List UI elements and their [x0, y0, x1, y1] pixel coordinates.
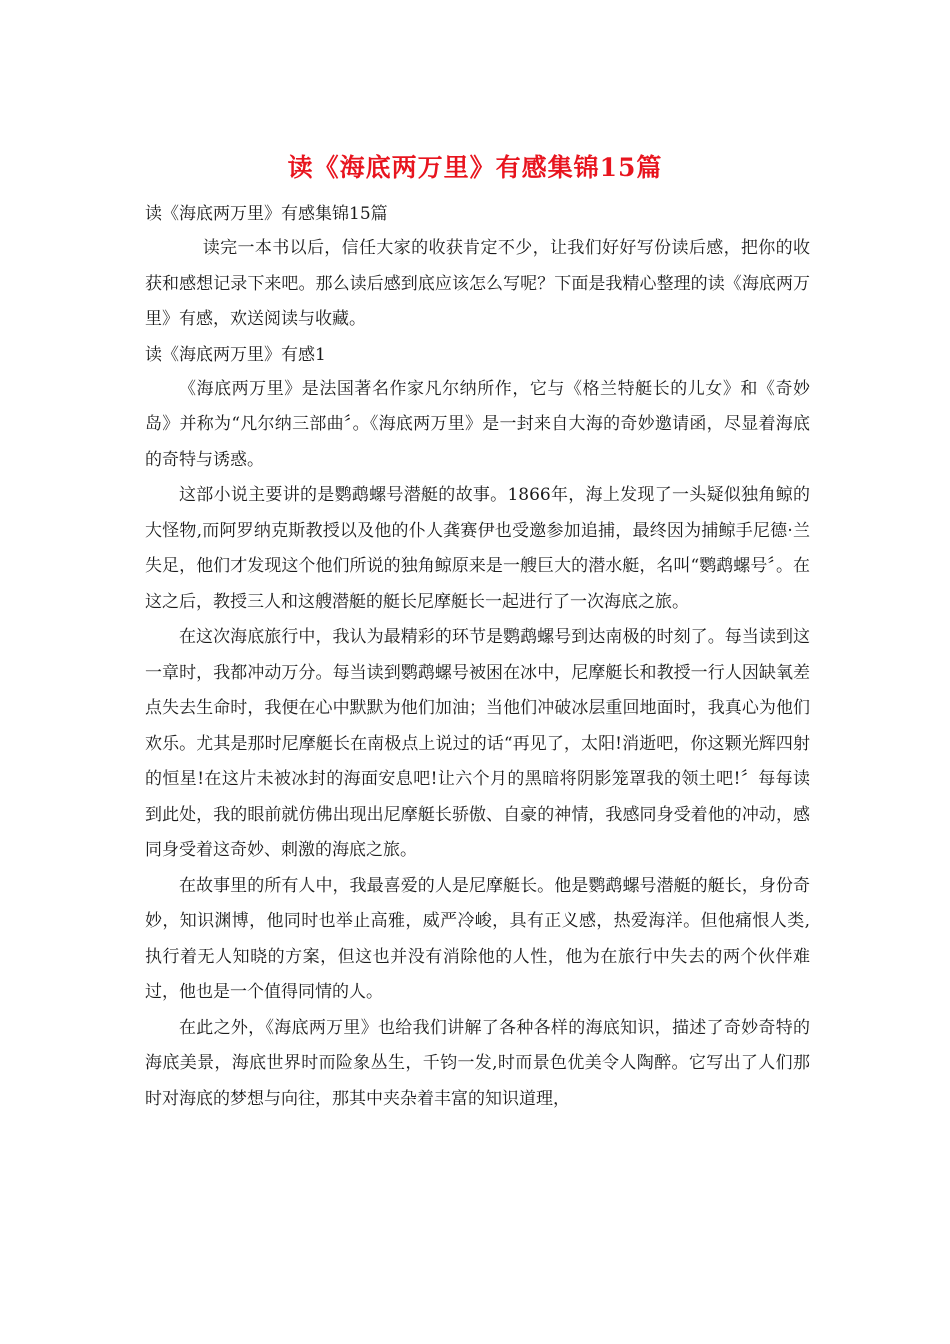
document-title: 读《海底两万里》有感集锦15篇: [287, 153, 663, 182]
document-body: [145, 197, 810, 1117]
body-paragraph: 在此之外，《海底两万里》也给我们讲解了各种各样的海底知识，描述了奇妙奇特的海底美景，海底世界时而险象丛生，千钧一发,时而景色优美令人陶醉。它写出了人们那时对海底的梦想与向往，那其中夹杂着丰富的知识道理，: [145, 1017, 810, 1109]
body-paragraph: 《海底两万里》是法国著名作家凡尔纳所作，它与《格兰特艇长的儿女》和《奇妙岛》并称为“凡尔纳三部曲〞。《海底两万里》是一封来自大海的奇妙邀请函，尽显着海底的奇特与诱惑。: [145, 378, 810, 470]
body-paragraph: 在这次海底旅行中，我认为最精彩的环节是鹦鹉螺号到达南极的时刻了。每当读到这一章时，我都冲动万分。每当读到鹦鹉螺号被困在冰中，尼摩艇长和教授一行人因缺氧差点失去生命时，我便在心中默默为他们加油；当他们冲破冰层重回地面时，我真心为他们欢乐。尤其是那时尼摩艇长在南极点上说过的话“再见了，太阳!消逝吧，你这颗光辉四射的恒星!在这片未被冰封的海面安息吧!让六个月的黑暗将阴影笼罩我的领土吧!〞每每读到此处，我的眼前就仿佛出现出尼摩艇长骄傲、自豪的神情，我感同身受着他的冲动，感同身受着这奇妙、刺激的海底之旅。: [145, 627, 810, 860]
intro-paragraph: 读完一本书以后，信任大家的收获肯定不少，让我们好好写份读后感，把你的收获和感想记录下来吧。那么读后感到底应该怎么写呢？下面是我精心整理的读《海底两万里》有感，欢送阅读与收藏。: [145, 238, 810, 329]
body-paragraph: 这部小说主要讲的是鹦鹉螺号潜艇的故事。1866年，海上发现了一头疑似独角鲸的大怪物,而阿罗纳克斯教授以及他的仆人龚赛伊也受邀参加追捕，最终因为捕鲸手尼德·兰失足，他们才发现这个他们所说的独角鲸原来是一艘巨大的潜水艇，名叫“鹦鹉螺号〞。在这之后，教授三人和这艘潜艇的艇长尼摩艇长一起进行了一次海底之旅。: [145, 485, 810, 612]
document-subtitle: 读《海底两万里》有感集锦15篇: [145, 204, 388, 224]
section-heading: 读《海底两万里》有感1: [145, 344, 326, 365]
body-paragraph: 在故事里的所有人中，我最喜爱的人是尼摩艇长。他是鹦鹉螺号潜艇的艇长，身份奇妙，知识渊博，他同时也举止高雅，威严冷峻，具有正义感，热爱海洋。但他痛恨人类,执行着无人知晓的方案，但这也并没有消除他的人性，他为在旅行中失去的两个伙伴难过，他也是一个值得同情的人。: [145, 875, 810, 1002]
